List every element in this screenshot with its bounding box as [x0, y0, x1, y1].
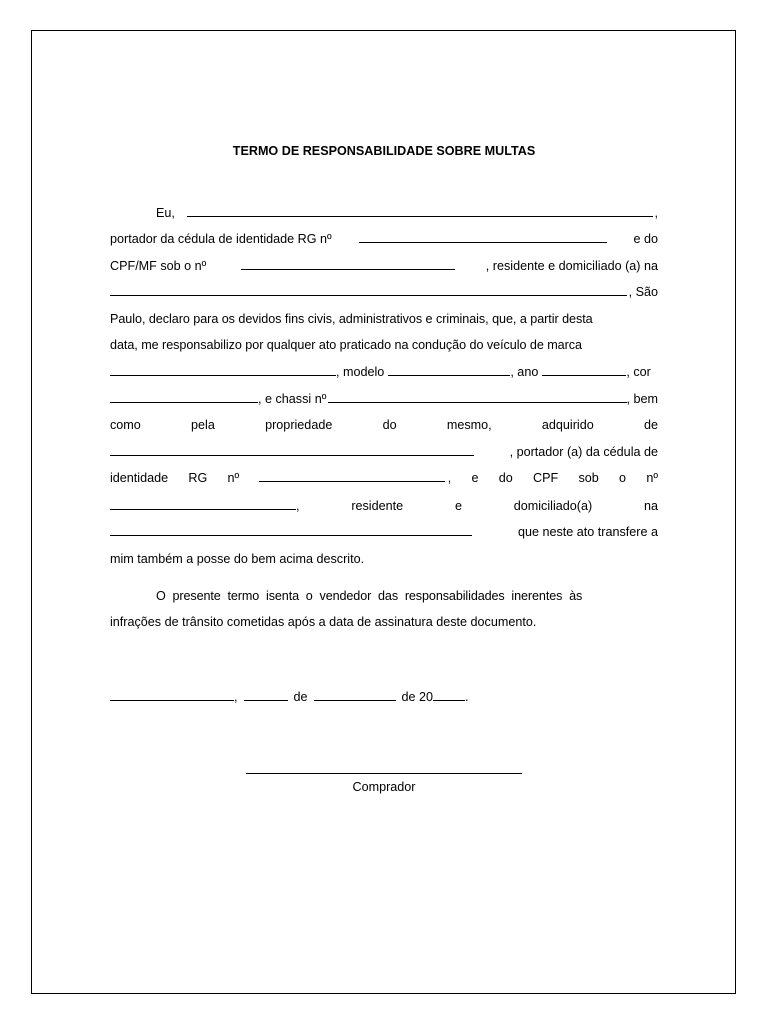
word: residente	[351, 499, 404, 513]
text-modelo: , modelo	[336, 365, 385, 379]
line-rg	[110, 230, 658, 248]
text-sao: , São	[628, 285, 658, 299]
text-eu: Eu,	[156, 206, 175, 220]
signature-line[interactable]	[246, 773, 522, 774]
text-portador2: , portador (a) da cédula de	[509, 445, 658, 459]
rg-blank[interactable]	[359, 230, 607, 243]
word: domiciliado(a)	[513, 499, 593, 513]
word: identidade	[110, 471, 169, 485]
word: nº	[646, 471, 658, 485]
word: sob	[578, 471, 599, 485]
word: CPF	[533, 471, 559, 485]
word: ,	[296, 499, 300, 513]
line-vehicle	[110, 363, 658, 381]
word: RG	[188, 471, 208, 485]
ano-blank[interactable]	[542, 363, 626, 376]
word: do	[382, 418, 397, 432]
text-date-comma: ,	[234, 690, 238, 704]
chassi-blank[interactable]	[328, 390, 626, 403]
signature-label: Comprador	[352, 780, 416, 794]
text-bem: , bem	[626, 392, 658, 406]
seller-cpf-blank[interactable]	[110, 497, 296, 510]
line-data: data, me responsabilizo por qualquer ato praticado na condução do veículo de marca	[110, 338, 582, 352]
line-como	[110, 416, 658, 434]
text-transfere: que neste ato transfere a	[517, 525, 658, 539]
line-transfer	[110, 523, 658, 541]
p2-line2: infrações de trânsito cometidas após a data de assinatura deste documento.	[110, 615, 537, 629]
address-blank[interactable]	[110, 283, 627, 296]
line-seller-rg	[110, 469, 658, 487]
year-blank[interactable]	[433, 688, 465, 701]
marca-blank[interactable]	[110, 363, 336, 376]
text-portador: portador da cédula de identidade RG nº	[110, 232, 332, 246]
text-ano: , ano	[510, 365, 539, 379]
word: mesmo,	[446, 418, 492, 432]
line-eu	[110, 204, 658, 222]
document-title: TERMO DE RESPONSABILIDADE SOBRE MULTAS	[232, 144, 536, 158]
day-blank[interactable]	[244, 688, 288, 701]
date-line	[110, 688, 658, 706]
name-blank[interactable]	[187, 204, 653, 217]
line-seller	[110, 443, 658, 461]
modelo-blank[interactable]	[388, 363, 510, 376]
city-blank[interactable]	[110, 688, 234, 701]
word: nº	[227, 471, 240, 485]
word: ,	[447, 471, 452, 485]
word: propriedade	[265, 418, 333, 432]
text-residente: , residente e domiciliado (a) na	[485, 259, 658, 273]
word: o	[619, 471, 627, 485]
word: de	[643, 418, 658, 432]
month-blank[interactable]	[314, 688, 396, 701]
seller-cpf-group	[110, 497, 300, 515]
seller-rg-blank[interactable]	[259, 469, 445, 482]
word: na	[643, 499, 658, 513]
word: adquirido	[541, 418, 594, 432]
p2-line1: O presente termo isenta o vendedor das responsabilidades inerentes às	[156, 589, 583, 603]
word: e	[471, 471, 479, 485]
cpf-blank[interactable]	[241, 257, 455, 270]
text-e-do: e do	[633, 232, 658, 246]
text-date-end: .	[465, 690, 469, 704]
word: pela	[191, 418, 215, 432]
line-seller-cpf	[110, 497, 658, 515]
line-cpf	[110, 257, 658, 275]
word: do	[498, 471, 513, 485]
line-address	[110, 283, 658, 301]
cor-blank[interactable]	[110, 390, 258, 403]
text-chassi: , e chassi nº	[258, 392, 327, 406]
text-comma: ,	[654, 206, 658, 220]
word: e	[454, 499, 462, 513]
text-de1: de	[293, 690, 308, 704]
line-chassi	[110, 390, 658, 408]
line-paulo: Paulo, declaro para os devidos fins civis, administrativos e criminais, que, a partir desta	[110, 312, 593, 326]
text-de2: de 20	[401, 690, 434, 704]
line-final: mim também a posse do bem acima descrito.	[110, 552, 365, 566]
text-cpf-label: CPF/MF sob o nº	[110, 259, 207, 273]
seller-name-blank[interactable]	[110, 443, 474, 456]
text-cor: , cor	[626, 365, 651, 379]
word: como	[110, 418, 141, 432]
seller-address-blank[interactable]	[110, 523, 472, 536]
